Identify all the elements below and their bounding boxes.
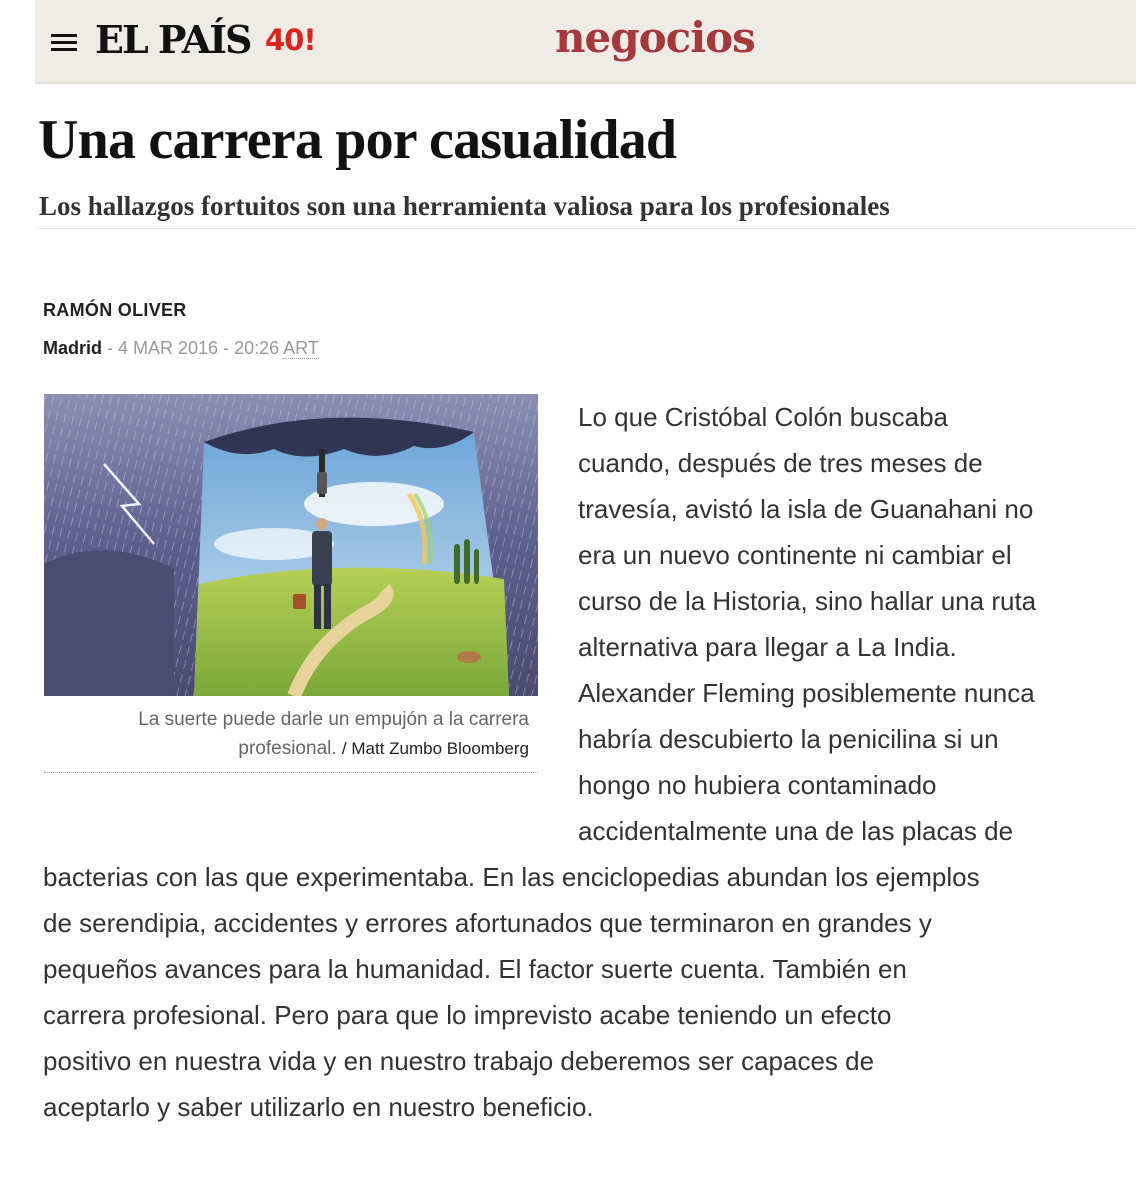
caption-divider [44,772,538,773]
menu-icon[interactable] [51,33,77,51]
article-subtitle: Los hallazgos fortuitos son una herramienta valiosa para los profesionales [39,191,890,221]
article-body-full [43,854,980,1130]
body-line: era un nuevo continente ni cambiar el [578,540,1012,570]
dateline-timezone: ART [283,338,319,358]
body-line: positivo en nuestra vida y en nuestro trabajo deberemos ser capaces de [43,1046,875,1076]
site-header [35,0,1136,84]
body-line: travesía, avistó la isla de Guanahani no [578,494,1034,524]
body-line: accidentalmente una de las placas de [578,816,1014,846]
body-line: hongo no hubiera contaminado [578,770,937,800]
body-line: pequeños avances para la humanidad. El factor suerte cuenta. También en [43,954,907,984]
site-logo[interactable]: EL PAÍS [95,17,251,62]
body-line: Lo que Cristóbal Colón buscaba [578,402,949,432]
dateline-separator: - [102,338,119,358]
dateline-date: 4 MAR 2016 - 20:26 [118,338,280,358]
body-line: carrera profesional. Pero para que lo imprevisto acabe teniendo un efecto [43,1000,892,1030]
author-name[interactable]: RAMÓN OLIVER [43,300,187,320]
article-body-column [578,394,1036,854]
caption-text: La suerte puede darle un empujón a la carrera profesional. [138,709,529,759]
divider [38,228,1136,229]
body-line: aceptarlo y saber utilizarlo en nuestro beneficio. [43,1092,594,1122]
body-line: curso de la Historia, sino hallar una ruta [578,586,1037,616]
dateline-place: Madrid [43,338,103,358]
section-title[interactable]: negocios [555,13,755,62]
body-line: cuando, después de tres meses de [578,448,983,478]
body-line: alternativa para llegar a La India. [578,632,957,662]
body-line: de serendipia, accidentes y errores afortunados que terminaron en grandes y [43,908,932,938]
body-line: bacterias con las que experimentaba. En las enciclopedias abundan los ejemplos [43,862,980,892]
image-caption [44,705,529,763]
article-image[interactable] [44,394,538,696]
caption-credit: / Matt Zumbo Bloomberg [341,739,529,758]
article-title: Una carrera por casualidad [38,109,677,171]
anniversary-badge[interactable]: 40! [265,23,316,57]
body-line: Alexander Fleming posiblemente nunca [578,678,1035,708]
body-line: habría descubierto la penicilina si un [578,724,999,754]
dateline [43,336,319,360]
